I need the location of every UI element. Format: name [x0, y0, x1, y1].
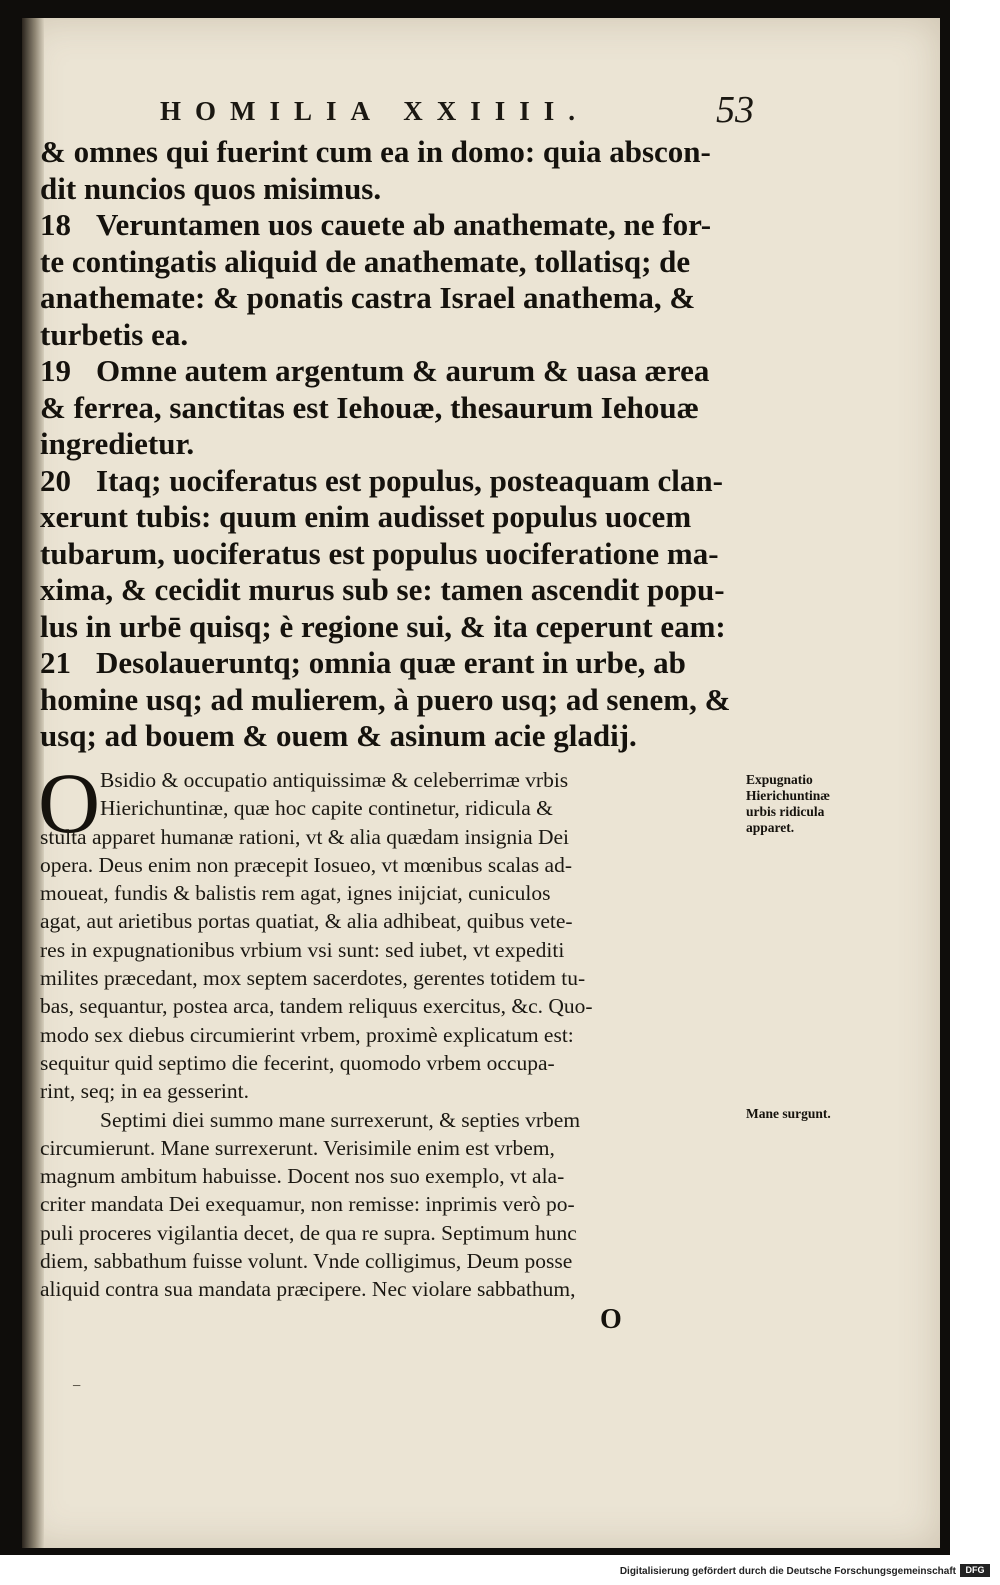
commentary-line: circumierunt. Mane surrexerunt. Verisimile enim est vrbem,	[40, 1135, 555, 1160]
commentary-line: puli proceres vigilantia decet, de qua re supra. Septimum hunc	[40, 1220, 577, 1245]
marginal-note-line: Hierichuntinæ	[746, 788, 831, 803]
verse-line: 19 Omne autem argentum & aurum & uasa ærea	[40, 353, 710, 388]
commentary-line: Bsidio & occupatio antiquissimæ & celeberrimæ vrbis	[100, 768, 569, 792]
verse-line: 18 Veruntamen uos cauete ab anathemate, ne for-	[40, 207, 712, 242]
verse-line: xerunt tubis: quum enim audisset populus uocem	[40, 499, 692, 534]
verse-number: 19	[40, 353, 71, 388]
verse-line: dit nuncios quos misimus.	[40, 170, 382, 206]
commentary-line: stulta apparet humanæ rationi, vt & alia quædam insignia Dei	[40, 824, 570, 849]
commentary-line: criter mandata Dei exequamur, non remisse: inprimis verò po-	[40, 1192, 575, 1217]
verse-line: usq; ad bouem & ouem & asinum acie gladij.	[40, 718, 637, 753]
commentary-line: bas, sequantur, postea arca, tandem reliquus exercitus, &c. Quo-	[40, 994, 593, 1019]
marginal-note	[746, 772, 896, 836]
commentary-line: Septimi diei summo mane surrexerunt, & septies vrbem	[100, 1107, 581, 1132]
commentary-text	[40, 766, 752, 1304]
verse-line: homine usq; ad mulierem, à puero usq; ad senem, &	[40, 681, 731, 717]
verse-line: & omnes qui fuerint cum ea in domo: quia abscon-	[40, 134, 711, 169]
verse-number: 21	[40, 645, 71, 680]
commentary-line: milites præcedant, mox septem sacerdotes, gerentes totidem tu-	[40, 966, 586, 991]
verse-number: 20	[40, 462, 71, 498]
verse-line: xima, & cecidit murus sub se: tamen ascendit popu-	[40, 572, 725, 607]
marginal-note-line: urbis ridicula	[746, 804, 825, 819]
commentary-line: agat, aut arietibus portas quatiat, & alia adhibeat, quibus vete-	[40, 909, 573, 934]
marginal-note: Mane surgunt.	[746, 1106, 831, 1121]
commentary-line: rint, seq; in ea gesserint.	[40, 1079, 249, 1104]
commentary-line: Hierichuntinæ, quæ hoc capite continetur, ridicula &	[100, 796, 553, 821]
verse-line: anathemate: & ponatis castra Israel anathema, &	[40, 280, 696, 315]
commentary-line: moueat, fundis & balistis rem agat, ignes inijciat, cuniculos	[40, 881, 551, 906]
commentary-line: diem, sabbathum fuisse volunt. Vnde colligimus, Deum posse	[40, 1249, 573, 1274]
page-number: 53	[716, 89, 754, 131]
verse-line: ingredietur.	[40, 426, 195, 461]
signature-mark: O	[600, 1304, 622, 1335]
verse-line: te contingatis aliquid de anathemate, tollatisq; de	[40, 243, 691, 279]
commentary-line: res in expugnationibus vrbium vsi sunt: sed iubet, vt expediti	[40, 937, 565, 962]
running-head: HOMILIA XXIIII.	[160, 96, 590, 126]
stray-mark: −	[72, 1378, 82, 1395]
marginal-note-line: apparet.	[746, 820, 795, 835]
verse-line: turbetis ea.	[40, 316, 189, 352]
scripture-verses	[40, 134, 762, 755]
drop-cap: O	[38, 755, 101, 851]
verse-line: 20 Itaq; uociferatus est populus, posteaquam clan-	[40, 462, 723, 498]
verse-line: lus in urbē quisq; è regione sui, & ita ceperunt eam:	[40, 608, 726, 644]
dfg-logo: DFG	[960, 1564, 990, 1577]
verse-line: & ferrea, sanctitas est Iehouæ, thesaurum Iehouæ	[40, 389, 699, 425]
verse-line: tubarum, uociferatus est populus uociferatione ma-	[40, 535, 719, 571]
commentary-line: magnum ambitum habuisse. Docent nos suo exemplo, vt ala-	[40, 1164, 565, 1189]
verse-number: 18	[40, 207, 71, 242]
marginal-note-line: Expugnatio	[746, 772, 813, 787]
digitization-credit: Digitalisierung gefördert durch die Deutsche Forschungsgemeinschaft	[619, 1566, 956, 1577]
commentary-line: modo sex diebus circumierint vrbem, proximè explicatum est:	[40, 1022, 574, 1047]
commentary-line: aliquid contra sua mandata præcipere. Nec violare sabbathum,	[40, 1277, 576, 1302]
commentary-line: sequitur quid septimo die fecerint, quomodo vrbem occupa-	[40, 1050, 555, 1075]
commentary-line: opera. Deus enim non præcepit Iosueo, vt mœnibus scalas ad-	[40, 852, 572, 877]
verse-line: 21 Desolaueruntq; omnia quæ erant in urbe, ab	[40, 645, 686, 680]
